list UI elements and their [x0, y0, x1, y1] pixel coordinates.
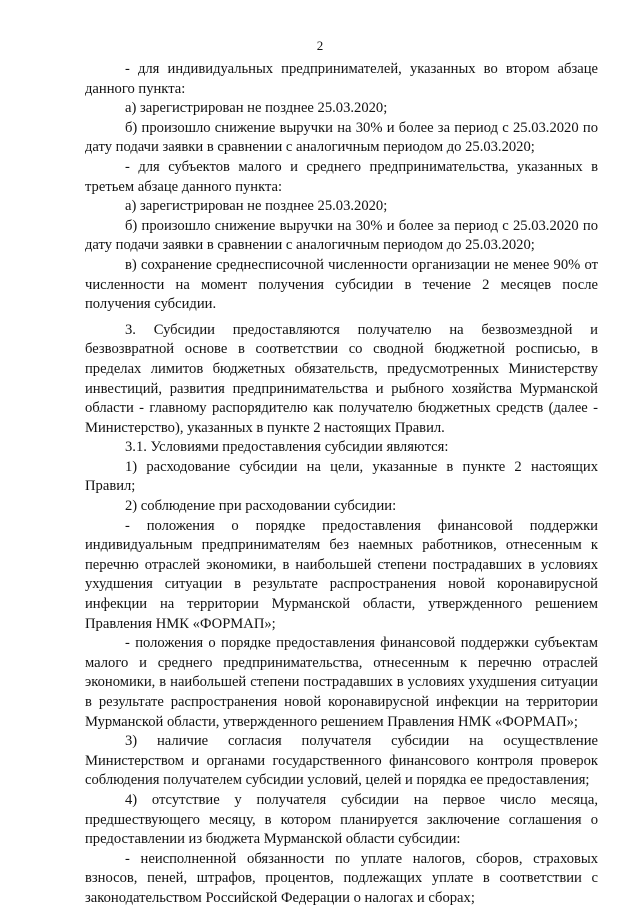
paragraph-condition-3: 3) наличие согласия получателя субсидии на осуществление Министерством и органами государственного финансового контроля проверок соблюдения получателем субсидии условий, целей и порядка ее предоставления;	[85, 733, 598, 789]
paragraph-condition-2-ip: - положения о порядке предоставления финансовой поддержки индивидуальным предпринимателям без наемных работников, отнесенным к перечню отраслей экономики, в наибольшей степени пострадавших в условиях ухудшения ситуации в результате распространения новой коронавирусной инфекции на территории Мурманской области, утвержденного решением Правления НМК «ФОРМАП»;	[85, 517, 598, 632]
paragraph-condition-2: 2) соблюдение при расходовании субсидии:	[125, 498, 397, 515]
paragraph-ip-criteria-intro: - для индивидуальных предпринимателей, указанных во втором абзаце данного пункта:	[85, 61, 598, 97]
paragraph-msp-revenue-drop: б) произошло снижение выручки на 30% и более за период с 25.03.2020 по дату подачи заявки в сравнении с аналогичным периодом до 25.03.2020;	[85, 217, 598, 254]
paragraph-msp-criteria-intro: - для субъектов малого и среднего предпринимательства, указанных в третьем абзаце данного пункта:	[85, 158, 598, 195]
document-body	[85, 60, 598, 909]
paragraph-condition-1: 1) расходование субсидии на цели, указанные в пункте 2 настоящих Правил;	[85, 458, 598, 495]
page-number: 2	[316, 38, 324, 53]
paragraph-msp-headcount: в) сохранение среднесписочной численности организации не менее 90% от численности на момент получения субсидии в течение 2 месяцев после получения субсидии.	[85, 256, 598, 313]
paragraph-msp-registered: а) зарегистрирован не позднее 25.03.2020;	[125, 198, 388, 215]
paragraph-condition-4-taxes: - неисполненной обязанности по уплате налогов, сборов, страховых взносов, пеней, штрафов, процентов, подлежащих уплате в соответствии с законодательством Российской Федерации о налогах и сборах;	[85, 850, 598, 906]
paragraph-condition-2-msp: - положения о порядке предоставления финансовой поддержки субъектам малого и среднего предпринимательства, отнесенным к перечню отраслей экономики, в наибольшей степени пострадавших в условиях ухудшения ситуации в результате распространения новой коронавирусной инфекции на территории Мурманской области, утвержденного решением Правления НМК «ФОРМАП»;	[85, 635, 598, 730]
paragraph-ip-revenue-drop: б) произошло снижение выручки на 30% и более за период с 25.03.2020 по дату подачи заявки в сравнении с аналогичным периодом до 25.03.2020;	[85, 119, 598, 156]
paragraph-clause-3-1: 3.1. Условиями предоставления субсидии являются:	[125, 439, 449, 456]
paragraph-condition-4: 4) отсутствие у получателя субсидии на первое число месяца, предшествующего месяцу, в котором планируется заключение соглашения о предоставлении из бюджета Мурманской области субсидии:	[85, 791, 598, 848]
paragraph-ip-registered: а) зарегистрирован не позднее 25.03.2020;	[125, 100, 388, 117]
paragraph-clause-3: 3. Субсидии предоставляются получателю на безвозмездной и безвозвратной основе в соответствии со сводной бюджетной росписью, в пределах лимитов бюджетных обязательств, предусмотренных Министерству инвестиций, развития предпринимательства и рыбного хозяйства Мурманской области - главному распорядителю как получателю бюджетных средств (далее - Министерство), указанных в пункте 2 настоящих Правил.	[85, 321, 598, 436]
